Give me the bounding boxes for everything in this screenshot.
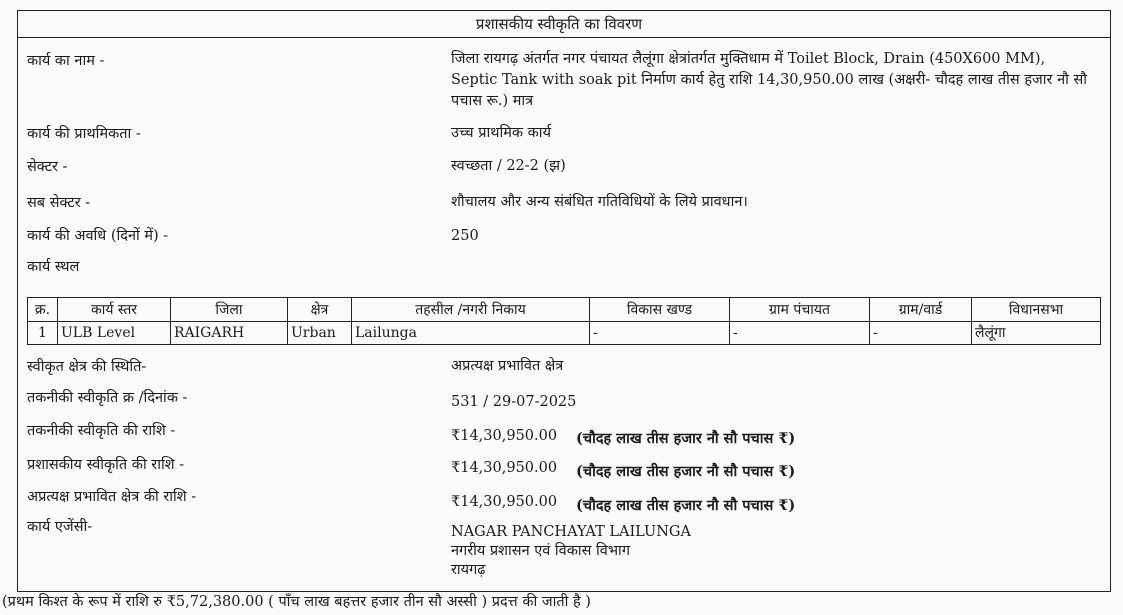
col-area-header: क्षेत्र <box>288 298 352 322</box>
tech-amount-label: तकनीकी स्वीकृति की राशि - <box>27 423 176 439</box>
work-name-label: कार्य का नाम - <box>27 53 105 69</box>
location-table <box>27 297 1101 345</box>
sector-label: सेक्टर - <box>27 159 68 175</box>
tech-sanction-label: तकनीकी स्वीकृति क्र /दिनांक - <box>27 390 188 406</box>
cell-serial: 1 <box>28 322 58 345</box>
priority-value: उच्च प्राथमिक कार्य <box>451 125 551 141</box>
priority-label: कार्य की प्राथमिकता - <box>27 126 141 142</box>
cell-assembly: लैलूंगा <box>972 322 1101 345</box>
admin-amount-words: (चौदह लाख तीस हजार नौ सौ पचास ₹) <box>576 463 796 480</box>
admin-amount-label: प्रशासकीय स्वीकृति की राशि - <box>27 457 185 473</box>
indirect-amount-label: अप्रत्यक्ष प्रभावित क्षेत्र की राशि - <box>27 489 197 505</box>
area-status-label: स्वीकृत क्षेत्र की स्थिति- <box>27 359 147 375</box>
cell-tehsil: Lailunga <box>352 322 590 345</box>
tech-amount-value: ₹14,30,950.00 <box>451 428 558 444</box>
document-title: प्रशासकीय स्वीकृति का विवरण <box>18 11 1110 38</box>
agency-name: NAGAR PANCHAYAT LAILUNGA <box>451 524 691 540</box>
agency-department: नगरीय प्रशासन एवं विकास विभाग <box>451 543 630 559</box>
agency-block <box>451 523 691 580</box>
tech-amount-words: (चौदह लाख तीस हजार नौ सौ पचास ₹) <box>576 430 796 447</box>
col-assembly-header: विधानसभा <box>972 298 1101 322</box>
duration-value: 250 <box>451 228 479 244</box>
admin-amount-value: ₹14,30,950.00 <box>451 460 558 476</box>
tech-sanction-value: 531 / 29-07-2025 <box>451 394 577 410</box>
col-village-ward-header: ग्राम/वार्ड <box>870 298 972 322</box>
col-district-header: जिला <box>171 298 288 322</box>
first-installment-note: (प्रथम किश्त के रूप में राशि रु ₹5,72,380.00 ( पाँच लाख बहत्तर हजार तीन सौ अस्सी ) प्रदत्त की जाती है ) <box>2 594 591 610</box>
cell-gram-panchayat: - <box>730 322 870 345</box>
col-block-header: विकास खण्ड <box>590 298 730 322</box>
work-location-label: कार्य स्थल <box>27 259 80 275</box>
work-name-value: जिला रायगढ़ अंतर्गत नगर पंचायत लैलूंगा क्षेत्रांतर्गत मुक्तिधाम में Toilet Block, Drain (450X600 MM), Septic Tank with soak pit निर्माण कार्य हेतु राशि 14,30,950.00 लाख (अक्षरी- चौदह लाख तीस हजार नौ सौ पचास रू.) मात्र <box>451 51 1088 109</box>
table-row <box>28 322 1101 345</box>
duration-label: कार्य की अवधि (दिनों में) - <box>27 228 169 244</box>
sector-value: स्वच्छता / 22-2 (झ) <box>451 158 566 174</box>
indirect-amount-words: (चौदह लाख तीस हजार नौ सौ पचास ₹) <box>576 497 796 514</box>
col-tehsil-header: तहसील /नगरी निकाय <box>352 298 590 322</box>
indirect-amount-value: ₹14,30,950.00 <box>451 494 558 510</box>
col-gram-panchayat-header: ग्राम पंचायत <box>730 298 870 322</box>
agency-district: रायगढ़ <box>451 562 486 578</box>
cell-work-level: ULB Level <box>58 322 171 345</box>
sanction-details-frame <box>17 10 1111 592</box>
location-table-header <box>28 298 1101 322</box>
sub-sector-label: सब सेक्टर - <box>27 195 91 211</box>
agency-label: कार्य एजेंसी- <box>27 519 93 535</box>
cell-district: RAIGARH <box>171 322 288 345</box>
cell-village-ward: - <box>870 322 972 345</box>
sub-sector-value: शौचालय और अन्य संबंधित गतिविधियों के लिये प्रावधान। <box>451 194 748 210</box>
area-status-value: अप्रत्यक्ष प्रभावित क्षेत्र <box>451 358 564 374</box>
col-serial-header: क्र. <box>28 298 58 322</box>
cell-block: - <box>590 322 730 345</box>
cell-area: Urban <box>288 322 352 345</box>
col-work-level-header: कार्य स्तर <box>58 298 171 322</box>
